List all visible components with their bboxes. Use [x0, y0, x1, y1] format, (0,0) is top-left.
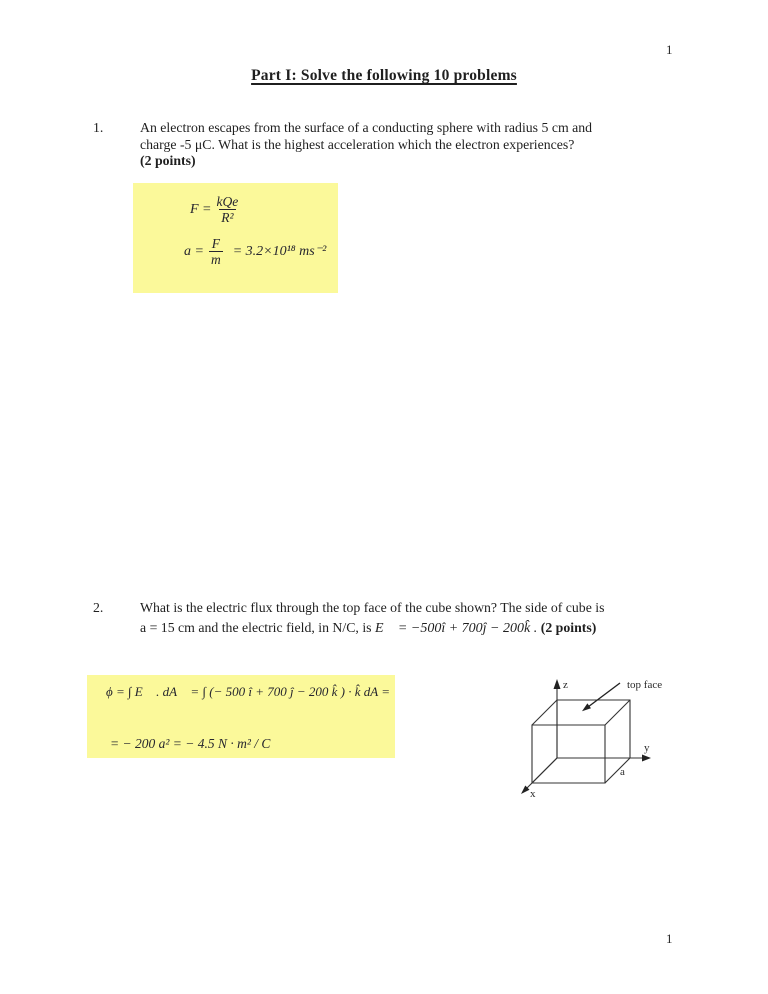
problem-2-number: 2. — [93, 600, 104, 615]
solution-1-formula-2 — [184, 236, 338, 267]
formula-1-fraction — [217, 194, 239, 225]
y-axis — [557, 755, 651, 762]
formula-1-numerator: kQe — [216, 194, 239, 209]
formula-2-lhs: a = — [184, 243, 204, 259]
formula-2-denominator: m — [210, 252, 221, 268]
formula-1-lhs: F = — [190, 201, 212, 217]
cube-side-label: a — [620, 766, 625, 778]
cube-wireframe — [532, 700, 630, 783]
z-axis-arrowhead — [554, 679, 561, 689]
x-axis-label: x — [530, 788, 536, 800]
problem-2-line-1: What is the electric flux through the top face of the cube shown? The side of cube is — [140, 600, 605, 615]
y-axis-label: y — [644, 742, 650, 754]
top-face-pointer-arrow — [582, 683, 620, 711]
problem-2-field-equation: E⃗ = −500î + 700ĵ − 200k̂ . — [374, 621, 541, 637]
formula-2-fraction — [209, 236, 223, 267]
x-axis — [521, 758, 557, 794]
page-number-top: 1 — [666, 42, 673, 57]
solution-2-line-2: = − 200 a² = − 4.5 N · m² / C — [110, 736, 271, 751]
problem-1-text — [140, 120, 700, 170]
problem-2-line-2-prefix: a = 15 cm and the electric field, in N/C, is — [140, 620, 375, 636]
top-face-label: top face — [627, 679, 663, 691]
problem-2-text — [140, 600, 700, 638]
z-axis-label: z — [563, 679, 568, 691]
solution-1-highlight-box — [133, 183, 338, 293]
page-title — [0, 67, 768, 85]
z-axis — [554, 679, 561, 758]
problem-2-points: (2 points) — [540, 620, 597, 636]
problem-2 — [93, 600, 700, 638]
problem-1-points: (2 points) — [140, 153, 196, 169]
solution-1-formula-1 — [190, 194, 338, 225]
solution-2-line-1: ϕ = ∫ E⃗ . dA⃗ = ∫ (− 500 î + 700 ĵ − 200 k̂ ) · k̂ dA = — [106, 684, 390, 699]
page-title-text: Part I: Solve the following 10 problems — [251, 67, 517, 84]
formula-2-numerator: F — [211, 236, 220, 252]
formula-1-denominator: R² — [221, 210, 234, 226]
problem-1-line-2: charge -5 μC. What is the highest acceleration which the electron experiences? — [140, 136, 575, 152]
problem-1-line-1: An electron escapes from the surface of a conducting sphere with radius 5 cm and — [140, 120, 593, 135]
problem-1-number: 1. — [93, 120, 104, 135]
problem-1 — [93, 120, 700, 170]
top-face-arrowhead — [582, 703, 591, 711]
page-number-bottom: 1 — [666, 931, 673, 946]
formula-2-rhs: = 3.2×10¹⁸ ms⁻² — [232, 244, 327, 260]
cube-diagram — [503, 666, 683, 806]
problem-2-line-2 — [140, 620, 700, 638]
solution-2-highlight-box — [87, 675, 395, 758]
y-axis-arrowhead — [642, 755, 651, 762]
